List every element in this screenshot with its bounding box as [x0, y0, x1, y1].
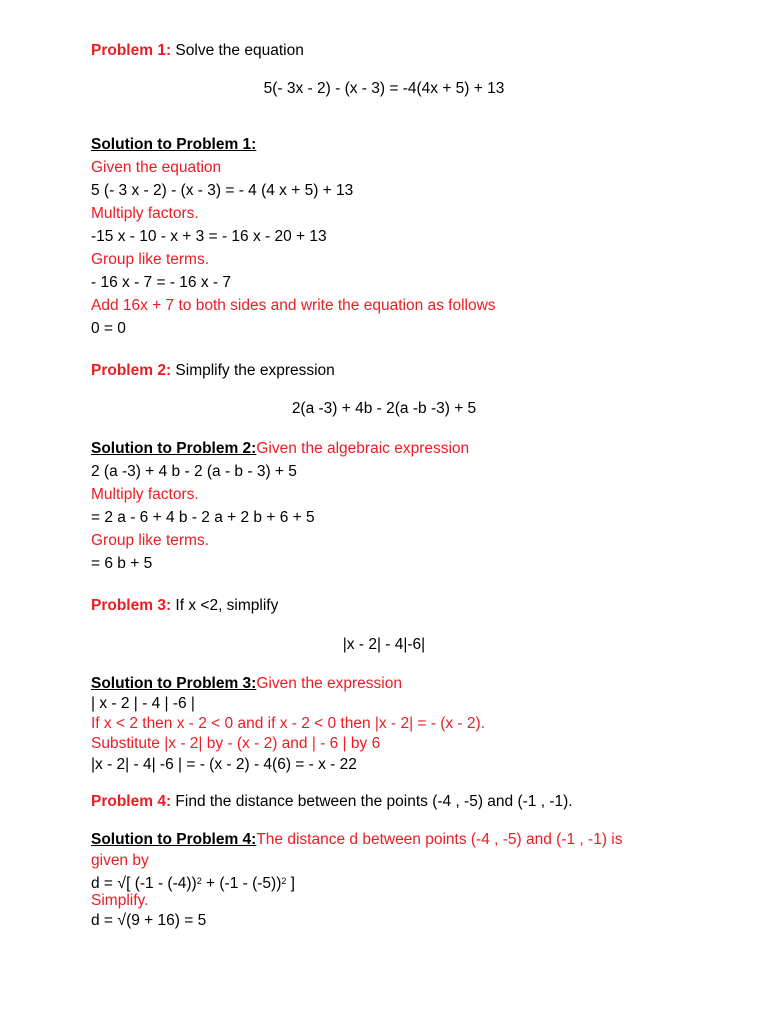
problem-4-text: Find the distance between the points (-4 , -5) and (-1 , -1). [171, 793, 573, 810]
problem-1-label: Problem 1: [91, 42, 172, 59]
solution-3-intro: Given the expression [256, 675, 402, 692]
result-d-equals: d = [91, 912, 118, 929]
solution-3-heading-line [91, 674, 402, 694]
problem-1-equation: 5(- 3x - 2) - (x - 3) = -4(4x + 5) + 13 [263, 80, 505, 97]
solution-4-intro: The distance d between points (-4 , -5) and (-1 , -1) is [256, 831, 623, 848]
solution-2-intro: Given the algebraic expression [256, 440, 470, 457]
solution-3-step-4: |x - 2| - 4| -6 | = - (x - 2) - 4(6) = - x - 22 [91, 756, 357, 773]
solution-2-step-2: Multiply factors. [91, 486, 199, 503]
problem-2-statement [91, 361, 335, 381]
problem-3-label: Problem 3: [91, 597, 172, 614]
problem-4-statement [91, 792, 573, 812]
solution-3-heading: Solution to Problem 3: [91, 675, 257, 692]
solution-2-heading: Solution to Problem 2: [91, 440, 257, 457]
square-root-symbol: √ [117, 875, 127, 892]
problem-4-label: Problem 4: [91, 793, 172, 810]
solution-2-step-3: = 2 a - 6 + 4 b - 2 a + 2 b + 6 + 5 [91, 509, 315, 526]
solution-1-step-4: -15 x - 10 - x + 3 = - 16 x - 20 + 13 [91, 228, 327, 245]
formula-exponent-1: 2 [196, 876, 202, 886]
problem-3-statement [91, 596, 278, 616]
solution-1-step-6: - 16 x - 7 = - 16 x - 7 [91, 274, 231, 291]
problem-1-text: Solve the equation [171, 42, 304, 59]
solution-4-heading-line [91, 830, 623, 850]
formula-end: ] [286, 875, 295, 892]
solution-4-heading: Solution to Problem 4: [91, 831, 257, 848]
problem-3-equation: |x - 2| - 4|-6| [342, 636, 426, 653]
result-value: (9 + 16) = 5 [126, 912, 207, 929]
formula-part-1: [ (-1 - (-4)) [126, 875, 197, 892]
solution-1-step-3: Multiply factors. [91, 205, 199, 222]
problem-2-equation: 2(a -3) + 4b - 2(a -b -3) + 5 [291, 400, 477, 417]
problem-2-label: Problem 2: [91, 362, 172, 379]
solution-3-step-3: Substitute |x - 2| by - (x - 2) and | - 6 | by 6 [91, 735, 381, 752]
solution-4-result [91, 911, 206, 931]
problem-1-statement [91, 41, 304, 61]
problem-3-text: If x <2, simplify [171, 597, 279, 614]
solution-2-step-1: 2 (a -3) + 4 b - 2 (a - b - 3) + 5 [91, 463, 297, 480]
solution-4-simplify: Simplify. [91, 892, 149, 909]
solution-1-step-8: 0 = 0 [91, 320, 126, 337]
formula-part-2: + (-1 - (-5)) [201, 875, 282, 892]
formula-exponent-2: 2 [281, 876, 287, 886]
solution-2-step-4: Group like terms. [91, 532, 210, 549]
solution-3-step-1: | x - 2 | - 4 | -6 | [91, 695, 195, 712]
solution-1-step-1: Given the equation [91, 159, 222, 176]
solution-2-step-5: = 6 b + 5 [91, 555, 153, 572]
solution-1-step-2: 5 (- 3 x - 2) - (x - 3) = - 4 (4 x + 5) + 13 [91, 182, 354, 199]
solution-4-intro-continued: given by [91, 852, 149, 869]
result-square-root-symbol: √ [117, 912, 127, 929]
solution-1-step-7: Add 16x + 7 to both sides and write the equation as follows [91, 297, 496, 314]
solution-1-heading: Solution to Problem 1: [91, 136, 257, 153]
formula-d-equals: d = [91, 875, 118, 892]
problem-2-text: Simplify the expression [171, 362, 335, 379]
solution-3-step-2: If x < 2 then x - 2 < 0 and if x - 2 < 0 then |x - 2| = - (x - 2). [91, 715, 486, 732]
solution-2-heading-line [91, 439, 469, 459]
solution-1-step-5: Group like terms. [91, 251, 210, 268]
